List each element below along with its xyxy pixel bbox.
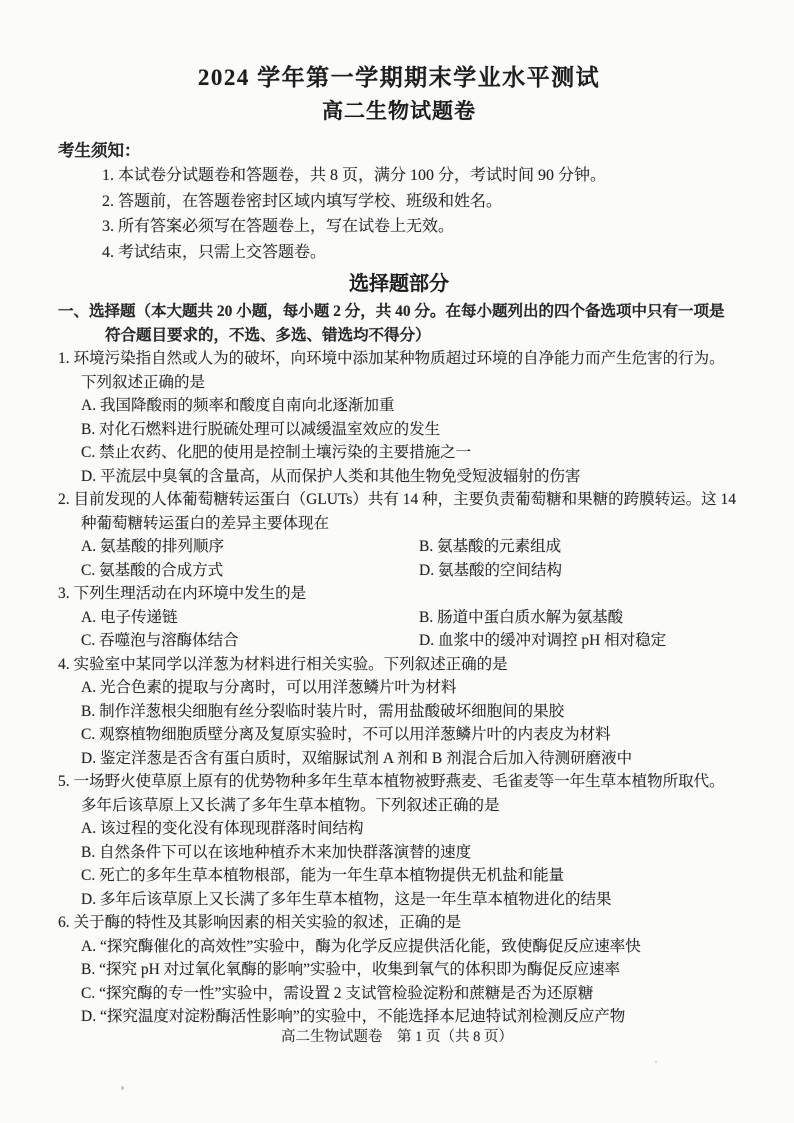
option-a: A. 该过程的变化没有体现现群落时间结构 bbox=[81, 820, 364, 837]
question-number: 4. bbox=[58, 655, 70, 673]
question-stem bbox=[58, 653, 740, 677]
notice-item-2: 2. 答题前，在答题卷密封区域内填写学校、班级和姓名。 bbox=[102, 192, 503, 210]
notice-item-1: 1. 本试卷分试题卷和答题卷，共 8 页，满分 100 分，考试时间 90 分钟。 bbox=[102, 167, 607, 184]
option-c: C. “探究酶的专一性”实验中，需设置 2 支试管检验淀粉和蔗糖是否为还原糖 bbox=[81, 984, 594, 1002]
question-number: 3. bbox=[58, 585, 70, 602]
question-text: 下列生理活动在内环境中发生的是 bbox=[73, 585, 307, 602]
option-d: D. 多年后该草原上又长满了多年生草本植物，这是一年生草本植物进化的结果 bbox=[81, 890, 612, 908]
question-3 bbox=[58, 582, 740, 653]
question-1 bbox=[58, 347, 740, 488]
notice-item-3: 3. 所有答案必须写在答题卷上，写在试卷上无效。 bbox=[102, 218, 455, 235]
option-d: D. 血浆中的缓冲对调控 pH 相对稳定 bbox=[419, 632, 667, 649]
option-d: D. 氨基酸的空间结构 bbox=[419, 561, 562, 579]
option-b: B. 自然条件下可以在该地种植乔木来加快群落演替的速度 bbox=[81, 843, 472, 861]
section-intro-body: （本大题共 20 小题，每小题 2 分，共 40 分。在每小题列出的四个备选项中只有一项是符合题目要求的，不选、多选、错选均不得分） bbox=[105, 303, 725, 344]
question-text: 实验室中某同学以洋葱为材料进行相关实验。下列叙述正确的是 bbox=[73, 655, 508, 673]
options-grid bbox=[58, 535, 740, 582]
notice-heading: 考生须知： bbox=[58, 141, 141, 160]
question-list bbox=[58, 347, 740, 1029]
option-c: C. 观察植物细胞质壁分离及复原实验时，不可以用洋葱鳞片叶的内表皮为材料 bbox=[81, 726, 611, 743]
question-text: 一场野火使草原上原有的优势物种多年生草本植物被野燕麦、毛雀麦等一年生草本植物所取代。多年后该草原上又长满了多年生草本植物。下列叙述正确的是 bbox=[73, 773, 725, 814]
question-number: 2. bbox=[58, 491, 70, 508]
question-4 bbox=[58, 653, 740, 771]
option-b: B. “探究 pH 对过氧化氧酶的影响”实验中，收集到氧气的体积即为酶促反应速率 bbox=[81, 961, 621, 978]
option-c: C. 禁止农药、化肥的使用是控制土壤污染的主要措施之一 bbox=[81, 444, 472, 461]
option-a: A. 电子传递链 bbox=[81, 608, 178, 626]
option-c: C. 氨基酸的合成方式 bbox=[81, 561, 224, 579]
option-b: B. 氨基酸的元素组成 bbox=[419, 538, 562, 555]
page-title: 2024 学年第一学期期末学业水平测试 bbox=[197, 65, 601, 90]
title-block bbox=[58, 0, 740, 126]
options-grid bbox=[58, 606, 740, 653]
scan-speck bbox=[655, 1061, 657, 1063]
option-b: B. 制作洋葱根尖细胞有丝分裂临时装片时，需用盐酸破坏细胞间的果胶 bbox=[81, 702, 565, 720]
section-intro bbox=[58, 300, 740, 347]
question-stem bbox=[58, 911, 740, 935]
option-a: A. 我国降酸雨的频率和酸度自南向北逐渐加重 bbox=[81, 397, 395, 414]
question-stem bbox=[58, 582, 740, 606]
option-c: C. 吞噬泡与溶酶体结合 bbox=[81, 632, 239, 649]
option-a: A. 光合色素的提取与分离时，可以用洋葱鳞片叶为材料 bbox=[81, 679, 457, 696]
paper-subtitle: 高二生物试题卷 bbox=[322, 99, 476, 123]
option-a: A. “探究酶催化的高效性”实验中，酶为化学反应提供活化能，致使酶促反应速率快 bbox=[81, 937, 641, 955]
option-b: B. 肠道中蛋白质水解为氨基酸 bbox=[419, 608, 624, 626]
question-5 bbox=[58, 770, 740, 911]
option-c: C. 死亡的多年生草本植物根部，能为一年生草本植物提供无机盐和能量 bbox=[81, 867, 565, 884]
question-text: 环境污染指自然或人为的破坏，向环境中添加某种物质超过环境的自净能力而产生危害的行为。下列叙述正确的是 bbox=[73, 350, 725, 391]
question-number: 5. bbox=[58, 773, 70, 790]
option-d: D. 平流层中臭氧的含量高，从而保护人类和其他生物免受短波辐射的伤害 bbox=[81, 467, 581, 485]
option-d: D. 鉴定洋葱是否含有蛋白质时，双缩脲试剂 A 剂和 B 剂混合后加入待测研磨液中 bbox=[81, 749, 633, 767]
question-stem bbox=[58, 347, 740, 394]
question-6 bbox=[58, 911, 740, 1029]
scan-speck bbox=[121, 1086, 124, 1090]
question-number: 6. bbox=[58, 914, 70, 931]
section-heading: 选择题部分 bbox=[349, 273, 449, 295]
question-2 bbox=[58, 488, 740, 582]
option-d: D. “探究温度对淀粉酶活性影响”的实验中，不能选择本尼迪特试剂检测反应产物 bbox=[81, 1008, 626, 1025]
notice-item-4: 4. 考试结束，只需上交答题卷。 bbox=[102, 243, 327, 261]
question-text: 目前发现的人体葡萄糖转运蛋白（GLUTs）共有 14 种，主要负责葡萄糖和果糖的跨膜转运。这 14 种葡萄糖转运蛋白的差异主要体现在 bbox=[73, 491, 737, 532]
question-stem bbox=[58, 488, 740, 535]
page-footer: 高二生物试题卷 第 1 页（共 8 页） bbox=[281, 1029, 513, 1045]
question-text: 关于酶的特性及其影响因素的相关实验的叙述，正确的是 bbox=[73, 914, 462, 931]
option-a: A. 氨基酸的排列顺序 bbox=[81, 538, 224, 555]
question-number: 1. bbox=[58, 350, 70, 367]
section-intro-label: 一、选择题 bbox=[58, 303, 136, 320]
question-stem bbox=[58, 770, 740, 817]
option-b: B. 对化石燃料进行脱硫处理可以减缓温室效应的发生 bbox=[81, 420, 441, 438]
examinee-notice bbox=[58, 138, 740, 265]
